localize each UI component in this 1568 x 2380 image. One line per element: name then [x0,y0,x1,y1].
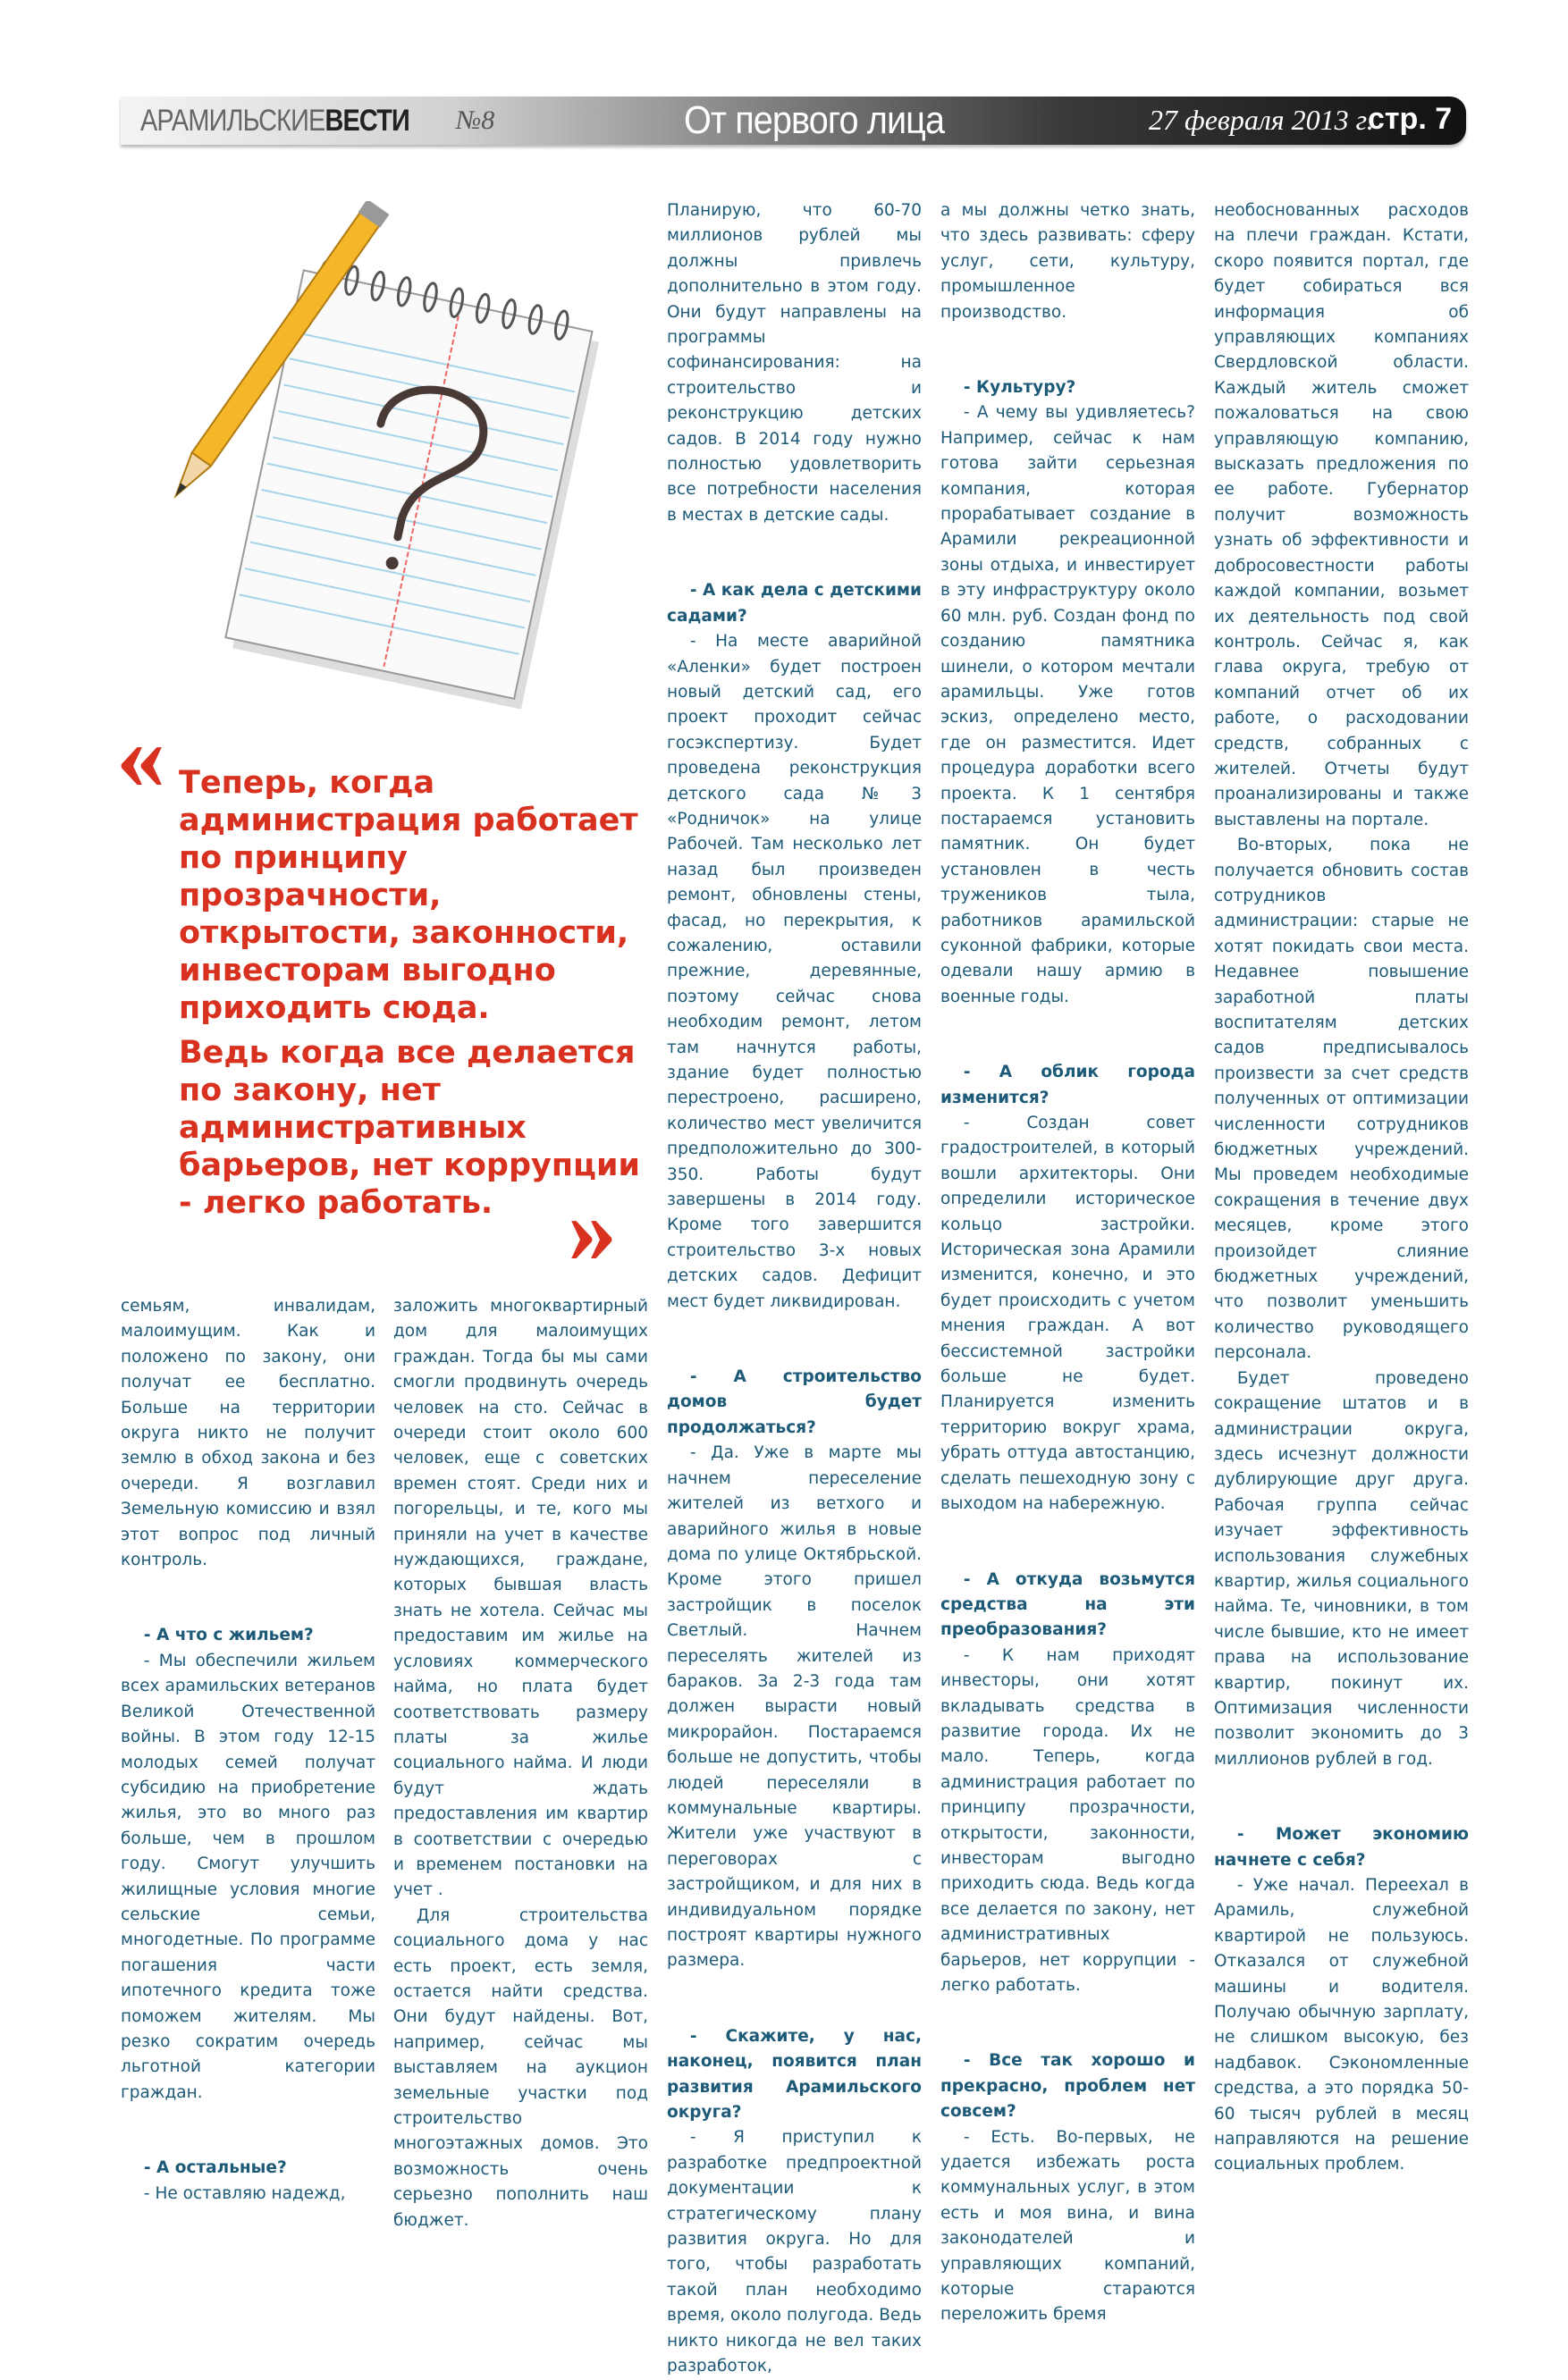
article-paragraph: заложить многоквартирный дом для малоимущих граждан. Тогда бы мы сами смогли продвинуть очередь человек на сто. Сейчас в очереди стоит около 600 человек, еще с советских времен стоят. Среди них и погорельцы, и те, кого мы приняли на учет в качестве нуждающихся, граждане, которых бывшая власть знать не хотела. Сейчас мы предоставим им жилье на условиях коммерческого найма, но плата будет соответствовать размеру платы за жилье социального найма. И люди будут ждать предоставления им квартир в соответствии с очередью и временем постановки на учет . [393,1297,648,1900]
issue-number: №8 [456,105,495,135]
interview-question: - А как дела с детскими садами? [667,581,922,626]
pull-quote-paragraph: Ведь когда все делается по закону, нет административных барьеров, нет коррупции - легко работать. [179,1035,640,1221]
article-paragraph: - А чему вы удивляетесь? Например, сейчас к нам готова зайти серьезная компания, которая прорабатывает создание в Арамили рекреационной зоны отдыха, и инвестирует в эту инфраструктуру около 60 млн. руб. Создан фонд по созданию памятника шинели, о котором мечтали арамильцы. Уже готов эскиз, определено место, где он разместится. Идет процедура доработки всего проекта. К 1 сентября постараемся установить памятник. Он будет установлен в честь тружеников тыла, работников арамильской суконной фабрики, которые одевали нашу армию в военные годы. [940,403,1195,1006]
article-paragraph: а мы должны четко знать, что здесь развивать: сферу услуг, сети, культуру, промышленное производство. [940,201,1195,322]
brand-bold: ВЕСТИ [325,104,409,138]
article-paragraph: - Мы обеспечили жильем всех арамильских ветеранов Великой Отечественной войны. В этом году 12-15 молодых семей получат субсидию на приобретение жилья, это во много раз больше, чем в прошлом году. Смогут улучшить жилищные условия многие сельские семьи, многодетные. По программе погашения части ипотечного кредита тоже поможем жителям. Мы резко сократим очередь льготной категории граждан. [121,1651,375,2102]
article-paragraph: - Я приступил к разработке предпроектной документации к стратегическому плану развития округа. Но для того, чтобы разработать такой план необходимо время, около полугода. Ведь никто никогда не вел таких разработок, [667,2128,922,2376]
article-paragraph: - К нам приходят инвесторы, они хотят вкладывать средства в развитие города. Их не мало. Теперь, когда администрация работает по принципу прозрачности, открытости, законности, инвесторам выгодно приходить сюда. Ведь когда все делается по закону, нет административных барьеров, нет коррупции - легко работать. [940,1645,1195,1995]
close-quote-mark: » [568,1174,617,1283]
article-paragraph: Во-вторых, пока не получается обновить состав сотрудников администрации: старые не хотят покидать свои места. Недавнее повышение заработной платы воспитателям детских садов предписывалось произвести за счет средств полученных от оптимизации численности сотрудников бюджетных учреждений. Мы проведем необходимые сокращения в течение двух месяцев, кроме этого произойдет слияние бюджетных учреждений, что позволит уменьшить количество руководящего персонала. [1214,836,1469,1363]
article-column-5 [1214,198,1469,2178]
issue-date: 27 февраля 2013 г. [1149,104,1374,136]
pull-quote [179,764,644,1229]
newspaper-brand [140,104,409,139]
article-paragraph: - Есть. Во-первых, не удается избежать роста коммунальных услуг, в этом есть и моя вина, и вина законодателей и управляющих компаний, которые стараются переложить бремя [940,2127,1195,2325]
article-paragraph: Планирую, что 60-70 миллионов рублей мы должны привлечь дополнительно в этом году. Они будут направлены на программы софинансирования: на строительство и реконструкцию детских садов. В 2014 году нужно полностью удовлетворить все потребности населения в местах в детские сады. [667,201,922,525]
section-title: От первого лица [684,98,945,142]
notepad-pencil-illustration [125,201,644,728]
interview-question: - Культуру? [963,378,1076,398]
article-paragraph: - Не оставляю надежд, [143,2183,346,2203]
page-header [121,97,1466,145]
interview-question: - Может экономию начнете с себя? [1214,1825,1469,1870]
interview-question: - А остальные? [143,2158,287,2178]
article-column-3 [667,198,922,2380]
interview-question: - А откуда возьмутся средства на эти преобразования? [940,1569,1195,1640]
article-paragraph: - Уже начал. Переехал в Арамиль, служебной квартирой не пользуюсь. Отказался от служебной машины и водителя. Получаю обычную зарплату, не слишком высокую, без надбавок. Сэкономленные средства, а это порядка 50-60 тысяч рублей в месяц направляются на решение социальных проблем. [1214,1876,1469,2174]
interview-question: - А что с жильем? [143,1626,314,1645]
article-paragraph: необоснованных расходов на плечи граждан. Кстати, скоро появится портал, где будет собираться вся информация об управляющих компаниях Свердловской области. Каждый житель сможет пожаловаться на свою управляющую компанию, высказать предложения по ее работе. Губернатор получит возможность узнать об эффективности и добросовестности работы каждой компании, возьмет их деятельность под свой контроль. Сейчас я, как глава округа, требую от компаний отчет об их работе, о расходовании средств, собранных с жителей. Отчеты будут проанализированы и также выставлены на портале. [1214,201,1469,829]
interview-question: - А строительство домов будет продолжаться? [667,1367,922,1437]
interview-question: - А облик города изменится? [940,1063,1195,1107]
article-column-1 [121,1294,375,2207]
page-number: стр. 7 [1368,102,1453,136]
article-paragraph: - Да. Уже в марте мы начнем переселение жителей из ветхого и аварийного жилья в новые дома по улице Октябрьской. Кроме этого пришел застройщик в поселок Светлый. Начнем переселять жителей из бараков. За 2-3 года там должен вырасти новый микрорайон. Постараемся больше не допустить, чтобы людей переселяли в коммунальные квартиры. Жители уже участвуют в переговорах с застройщиком, и для них в индивидуальном порядке построят квартиры нужного размера. [667,1443,922,1971]
open-quote-mark: « [116,701,165,810]
brand-light: АРАМИЛЬСКИЕ [140,104,325,138]
article-column-2 [393,1294,648,2233]
article-paragraph: Для строительства социального дома у нас есть проект, есть земля, остается найти средства. Они будут найдены. Вот, например, сейчас мы выставляем на аукцион земельные участки под строительство многоэтажных домов. Это возможность очень серьезно пополнить наш бюджет. [393,1905,648,2230]
interview-question: - Скажите, у нас, наконец, появится план развития Арамильского округа? [667,2026,922,2123]
article-column-4 [940,198,1195,2328]
article-paragraph: Будет проведено сокращение штатов и в администрации округа, здесь исчезнут должности дублирующие друг друга. Рабочая группа сейчас изучает эффективность использования служебных квартир, жилья социального найма. Те, чиновники, в том числе бывшие, кто не имеет права на использование квартир, покинут их. Оптимизация численности позволит экономить до 3 миллионов рублей в год. [1214,1368,1469,1769]
article-paragraph: - На месте аварийной «Аленки» будет построен новый детский сад, его проект проходит сейчас госэкспертизу. Будет проведена реконструкция детского сада №3 «Родничок» на улице Рабочей. Там несколько лет назад был произведен ремонт, обновлены стены, фасад, но перекрытия, к сожалению, оставили прежние, деревянные, поэтому сейчас снова необходим ремонт, летом там начнутся работы, здание будет полностью перестроено, расширено, количество мест увеличится предположительно до 300-350. Работы будут завершены в 2014 году. Кроме того завершится строительство 3-х новых детских садов. Дефицит мест будет ликвидирован. [667,632,922,1311]
article-paragraph: семьям, инвалидам, малоимущим. Как и положено по закону, они получат ее бесплатно. Больше на территории округа никто не получит землю в обход закона и без очереди. Я возглавил Земельную комиссию и взял этот вопрос под личный контроль. [121,1297,375,1570]
interview-question: - Все так хорошо и прекрасно, проблем нет совсем? [940,2051,1195,2122]
article-paragraph: - Создан совет градостроителей, в который вошли архитекторы. Они определили историческое кольцо застройки. Историческая зона Арамили изменится, конечно, и это будет происходить с учетом мнения граждан. А вот бессистемной застройки больше не будет. Планируется изменить территорию вокруг храма, убрать оттуда автостанцию, сделать пешеходную зону с выходом на набережную. [940,1114,1195,1514]
pull-quote-paragraph: Теперь, когда администрация работает по принципу прозрачности, открытости, законности, инвесторам выгодно приходить сюда. [179,765,638,1026]
